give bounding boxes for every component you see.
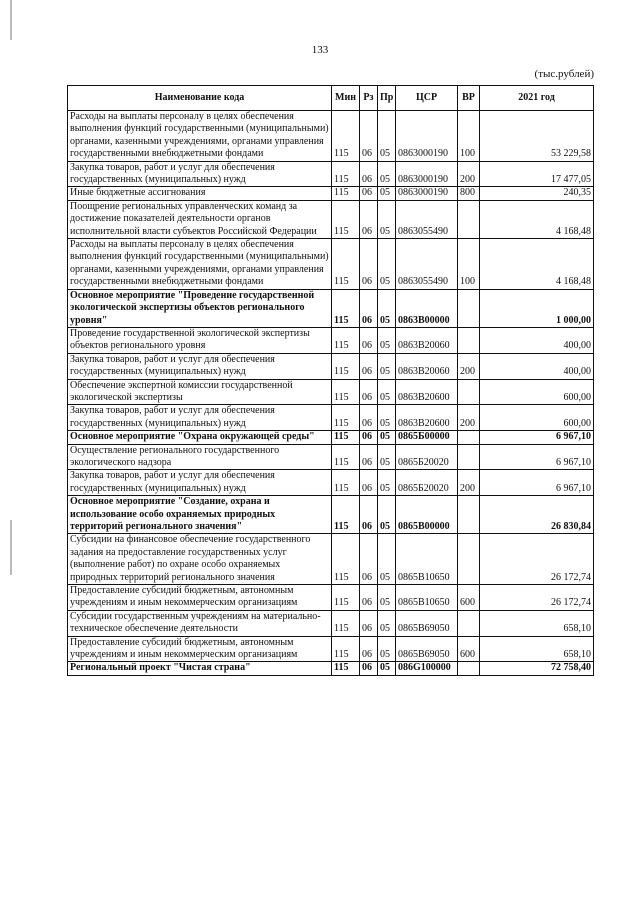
- header-min: Мин: [332, 86, 360, 111]
- cell-pr: 05: [378, 470, 396, 496]
- cell-rz: 06: [360, 444, 378, 470]
- cell-min: 115: [332, 444, 360, 470]
- cell-rz: 06: [360, 161, 378, 187]
- cell-rz: 06: [360, 585, 378, 611]
- table-row: [68, 610, 594, 636]
- cell-min: 115: [332, 353, 360, 379]
- cell-pr: 05: [378, 662, 396, 675]
- cell-amount: 26 172,74: [480, 585, 594, 611]
- table-row: [68, 327, 594, 353]
- cell-vr: 200: [458, 353, 480, 379]
- cell-vr: 100: [458, 239, 480, 290]
- table-row: [68, 161, 594, 187]
- cell-amount: 6 967,10: [480, 431, 594, 444]
- table-row: [68, 636, 594, 662]
- page-number: 133: [311, 44, 329, 56]
- cell-min: 115: [332, 111, 360, 162]
- table-row: [68, 200, 594, 238]
- table-row: [68, 444, 594, 470]
- cell-vr: [458, 496, 480, 534]
- cell-csr: 0865B00000: [396, 496, 458, 534]
- cell-pr: 05: [378, 187, 396, 200]
- cell-amount: 26 172,74: [480, 534, 594, 585]
- cell-csr: 0863055490: [396, 239, 458, 290]
- cell-name: Закупка товаров, работ и услуг для обеспечения государственных (муниципальных) нужд: [68, 353, 332, 379]
- header-rz: Рз: [360, 86, 378, 111]
- cell-rz: 06: [360, 662, 378, 675]
- cell-vr: 100: [458, 111, 480, 162]
- cell-csr: 0863000190: [396, 161, 458, 187]
- cell-vr: [458, 289, 480, 327]
- cell-amount: 4 168,48: [480, 200, 594, 238]
- cell-amount: 1 000,00: [480, 289, 594, 327]
- cell-amount: 658,10: [480, 610, 594, 636]
- cell-name: Основное мероприятие "Проведение государственной экологической экспертизы объектов регионального уровня": [68, 289, 332, 327]
- cell-name: Проведение государственной экологической экспертизы объектов регионального уровня: [68, 327, 332, 353]
- cell-csr: 0863000190: [396, 111, 458, 162]
- cell-pr: 05: [378, 379, 396, 405]
- cell-pr: 05: [378, 496, 396, 534]
- cell-name: Предоставление субсидий бюджетным, автономным учреждениям и иным некоммерческим организациям: [68, 585, 332, 611]
- cell-min: 115: [332, 636, 360, 662]
- cell-min: 115: [332, 662, 360, 675]
- scan-edge-mark: [10, 0, 12, 40]
- cell-name: Обеспечение экспертной комиссии государственной экологической экспертизы: [68, 379, 332, 405]
- cell-csr: 0863000190: [396, 187, 458, 200]
- cell-amount: 400,00: [480, 327, 594, 353]
- cell-amount: 17 477,05: [480, 161, 594, 187]
- cell-vr: 600: [458, 636, 480, 662]
- cell-csr: 086G100000: [396, 662, 458, 675]
- cell-amount: 400,00: [480, 353, 594, 379]
- cell-pr: 05: [378, 239, 396, 290]
- cell-name: Субсидии государственным учреждениям на материально-техническое обеспечение деятельности: [68, 610, 332, 636]
- cell-rz: 06: [360, 327, 378, 353]
- table-row: [68, 470, 594, 496]
- budget-table: [67, 85, 594, 676]
- cell-min: 115: [332, 431, 360, 444]
- cell-vr: [458, 534, 480, 585]
- cell-min: 115: [332, 379, 360, 405]
- cell-vr: [458, 327, 480, 353]
- cell-rz: 06: [360, 496, 378, 534]
- table-row: [68, 496, 594, 534]
- cell-rz: 06: [360, 353, 378, 379]
- table-row: [68, 289, 594, 327]
- header-row: [68, 86, 594, 111]
- cell-csr: 0863B20600: [396, 379, 458, 405]
- cell-vr: 200: [458, 470, 480, 496]
- table-row: [68, 662, 594, 675]
- cell-min: 115: [332, 187, 360, 200]
- units-label: (тыс.рублей): [534, 68, 594, 80]
- table-body: [68, 111, 594, 676]
- cell-pr: 05: [378, 111, 396, 162]
- cell-pr: 05: [378, 353, 396, 379]
- cell-min: 115: [332, 327, 360, 353]
- cell-vr: [458, 610, 480, 636]
- cell-name: Иные бюджетные ассигнования: [68, 187, 332, 200]
- cell-min: 115: [332, 585, 360, 611]
- cell-amount: 6 967,10: [480, 444, 594, 470]
- table-row: [68, 353, 594, 379]
- cell-name: Поощрение региональных управленческих команд за достижение показателей деятельности органов исполнительной власти субъектов Российской Федерации: [68, 200, 332, 238]
- table-row: [68, 379, 594, 405]
- cell-rz: 06: [360, 239, 378, 290]
- cell-name: Закупка товаров, работ и услуг для обеспечения государственных (муниципальных) нужд: [68, 405, 332, 431]
- cell-rz: 06: [360, 111, 378, 162]
- cell-pr: 05: [378, 610, 396, 636]
- cell-pr: 05: [378, 534, 396, 585]
- cell-rz: 06: [360, 610, 378, 636]
- cell-min: 115: [332, 470, 360, 496]
- cell-name: Предоставление субсидий бюджетным, автономным учреждениям и иным некоммерческим организациям: [68, 636, 332, 662]
- cell-csr: 0865B10650: [396, 534, 458, 585]
- cell-csr: 0865Б20020: [396, 444, 458, 470]
- cell-pr: 05: [378, 327, 396, 353]
- cell-amount: 53 229,58: [480, 111, 594, 162]
- cell-csr: 0865Б20020: [396, 470, 458, 496]
- table-row: [68, 431, 594, 444]
- cell-amount: 6 967,10: [480, 470, 594, 496]
- cell-vr: 200: [458, 405, 480, 431]
- cell-rz: 06: [360, 431, 378, 444]
- cell-csr: 0865B69050: [396, 636, 458, 662]
- cell-pr: 05: [378, 585, 396, 611]
- cell-amount: 26 830,84: [480, 496, 594, 534]
- cell-rz: 06: [360, 534, 378, 585]
- cell-min: 115: [332, 161, 360, 187]
- cell-pr: 05: [378, 405, 396, 431]
- cell-amount: 658,10: [480, 636, 594, 662]
- cell-rz: 06: [360, 470, 378, 496]
- cell-rz: 06: [360, 636, 378, 662]
- cell-csr: 0863B20600: [396, 405, 458, 431]
- cell-csr: 0865Б00000: [396, 431, 458, 444]
- cell-pr: 05: [378, 200, 396, 238]
- scan-edge-mark: [10, 520, 12, 575]
- cell-amount: 600,00: [480, 405, 594, 431]
- cell-vr: 600: [458, 585, 480, 611]
- cell-csr: 0863B00000: [396, 289, 458, 327]
- cell-vr: 800: [458, 187, 480, 200]
- table-row: [68, 187, 594, 200]
- cell-csr: 0865B69050: [396, 610, 458, 636]
- cell-rz: 06: [360, 200, 378, 238]
- cell-rz: 06: [360, 289, 378, 327]
- cell-csr: 0865B10650: [396, 585, 458, 611]
- table-row: [68, 534, 594, 585]
- cell-vr: [458, 662, 480, 675]
- table-row: [68, 405, 594, 431]
- cell-name: Основное мероприятие "Охрана окружающей среды": [68, 431, 332, 444]
- cell-csr: 0863B20060: [396, 327, 458, 353]
- cell-pr: 05: [378, 289, 396, 327]
- cell-name: Основное мероприятие "Создание, охрана и использование особо охраняемых природных территорий регионального значения": [68, 496, 332, 534]
- cell-min: 115: [332, 496, 360, 534]
- cell-rz: 06: [360, 405, 378, 431]
- cell-amount: 600,00: [480, 379, 594, 405]
- cell-vr: [458, 431, 480, 444]
- cell-pr: 05: [378, 161, 396, 187]
- cell-min: 115: [332, 610, 360, 636]
- cell-pr: 05: [378, 444, 396, 470]
- cell-pr: 05: [378, 636, 396, 662]
- table-row: [68, 239, 594, 290]
- table-row: [68, 111, 594, 162]
- cell-vr: [458, 200, 480, 238]
- cell-name: Закупка товаров, работ и услуг для обеспечения государственных (муниципальных) нужд: [68, 161, 332, 187]
- cell-min: 115: [332, 289, 360, 327]
- cell-amount: 240,35: [480, 187, 594, 200]
- cell-pr: 05: [378, 431, 396, 444]
- cell-min: 115: [332, 405, 360, 431]
- header-vr: ВР: [458, 86, 480, 111]
- cell-name: Региональный проект "Чистая страна": [68, 662, 332, 675]
- cell-rz: 06: [360, 379, 378, 405]
- cell-csr: 0863B20060: [396, 353, 458, 379]
- cell-min: 115: [332, 534, 360, 585]
- header-year: 2021 год: [480, 86, 594, 111]
- cell-vr: 200: [458, 161, 480, 187]
- cell-vr: [458, 444, 480, 470]
- table-row: [68, 585, 594, 611]
- cell-name: Расходы на выплаты персоналу в целях обеспечения выполнения функций государственными (муниципальными) органами, казенными учреждениями, органами управления государственными внебюджетными фондами: [68, 239, 332, 290]
- cell-amount: 72 758,40: [480, 662, 594, 675]
- cell-name: Субсидии на финансовое обеспечение государственного задания на предоставление государственных услуг (выполнение работ) по охране особо охраняемых природных территорий регионального значения: [68, 534, 332, 585]
- cell-amount: 4 168,48: [480, 239, 594, 290]
- cell-name: Закупка товаров, работ и услуг для обеспечения государственных (муниципальных) нужд: [68, 470, 332, 496]
- header-pr: Пр: [378, 86, 396, 111]
- cell-rz: 06: [360, 187, 378, 200]
- cell-vr: [458, 379, 480, 405]
- cell-csr: 0863055490: [396, 200, 458, 238]
- cell-min: 115: [332, 239, 360, 290]
- cell-min: 115: [332, 200, 360, 238]
- header-csr: ЦСР: [396, 86, 458, 111]
- cell-name: Осуществление регионального государственного экологического надзора: [68, 444, 332, 470]
- cell-name: Расходы на выплаты персоналу в целях обеспечения выполнения функций государственными (муниципальными) органами, казенными учреждениями, органами управления государственными внебюджетными фондами: [68, 111, 332, 162]
- header-name: Наименование кода: [68, 86, 332, 111]
